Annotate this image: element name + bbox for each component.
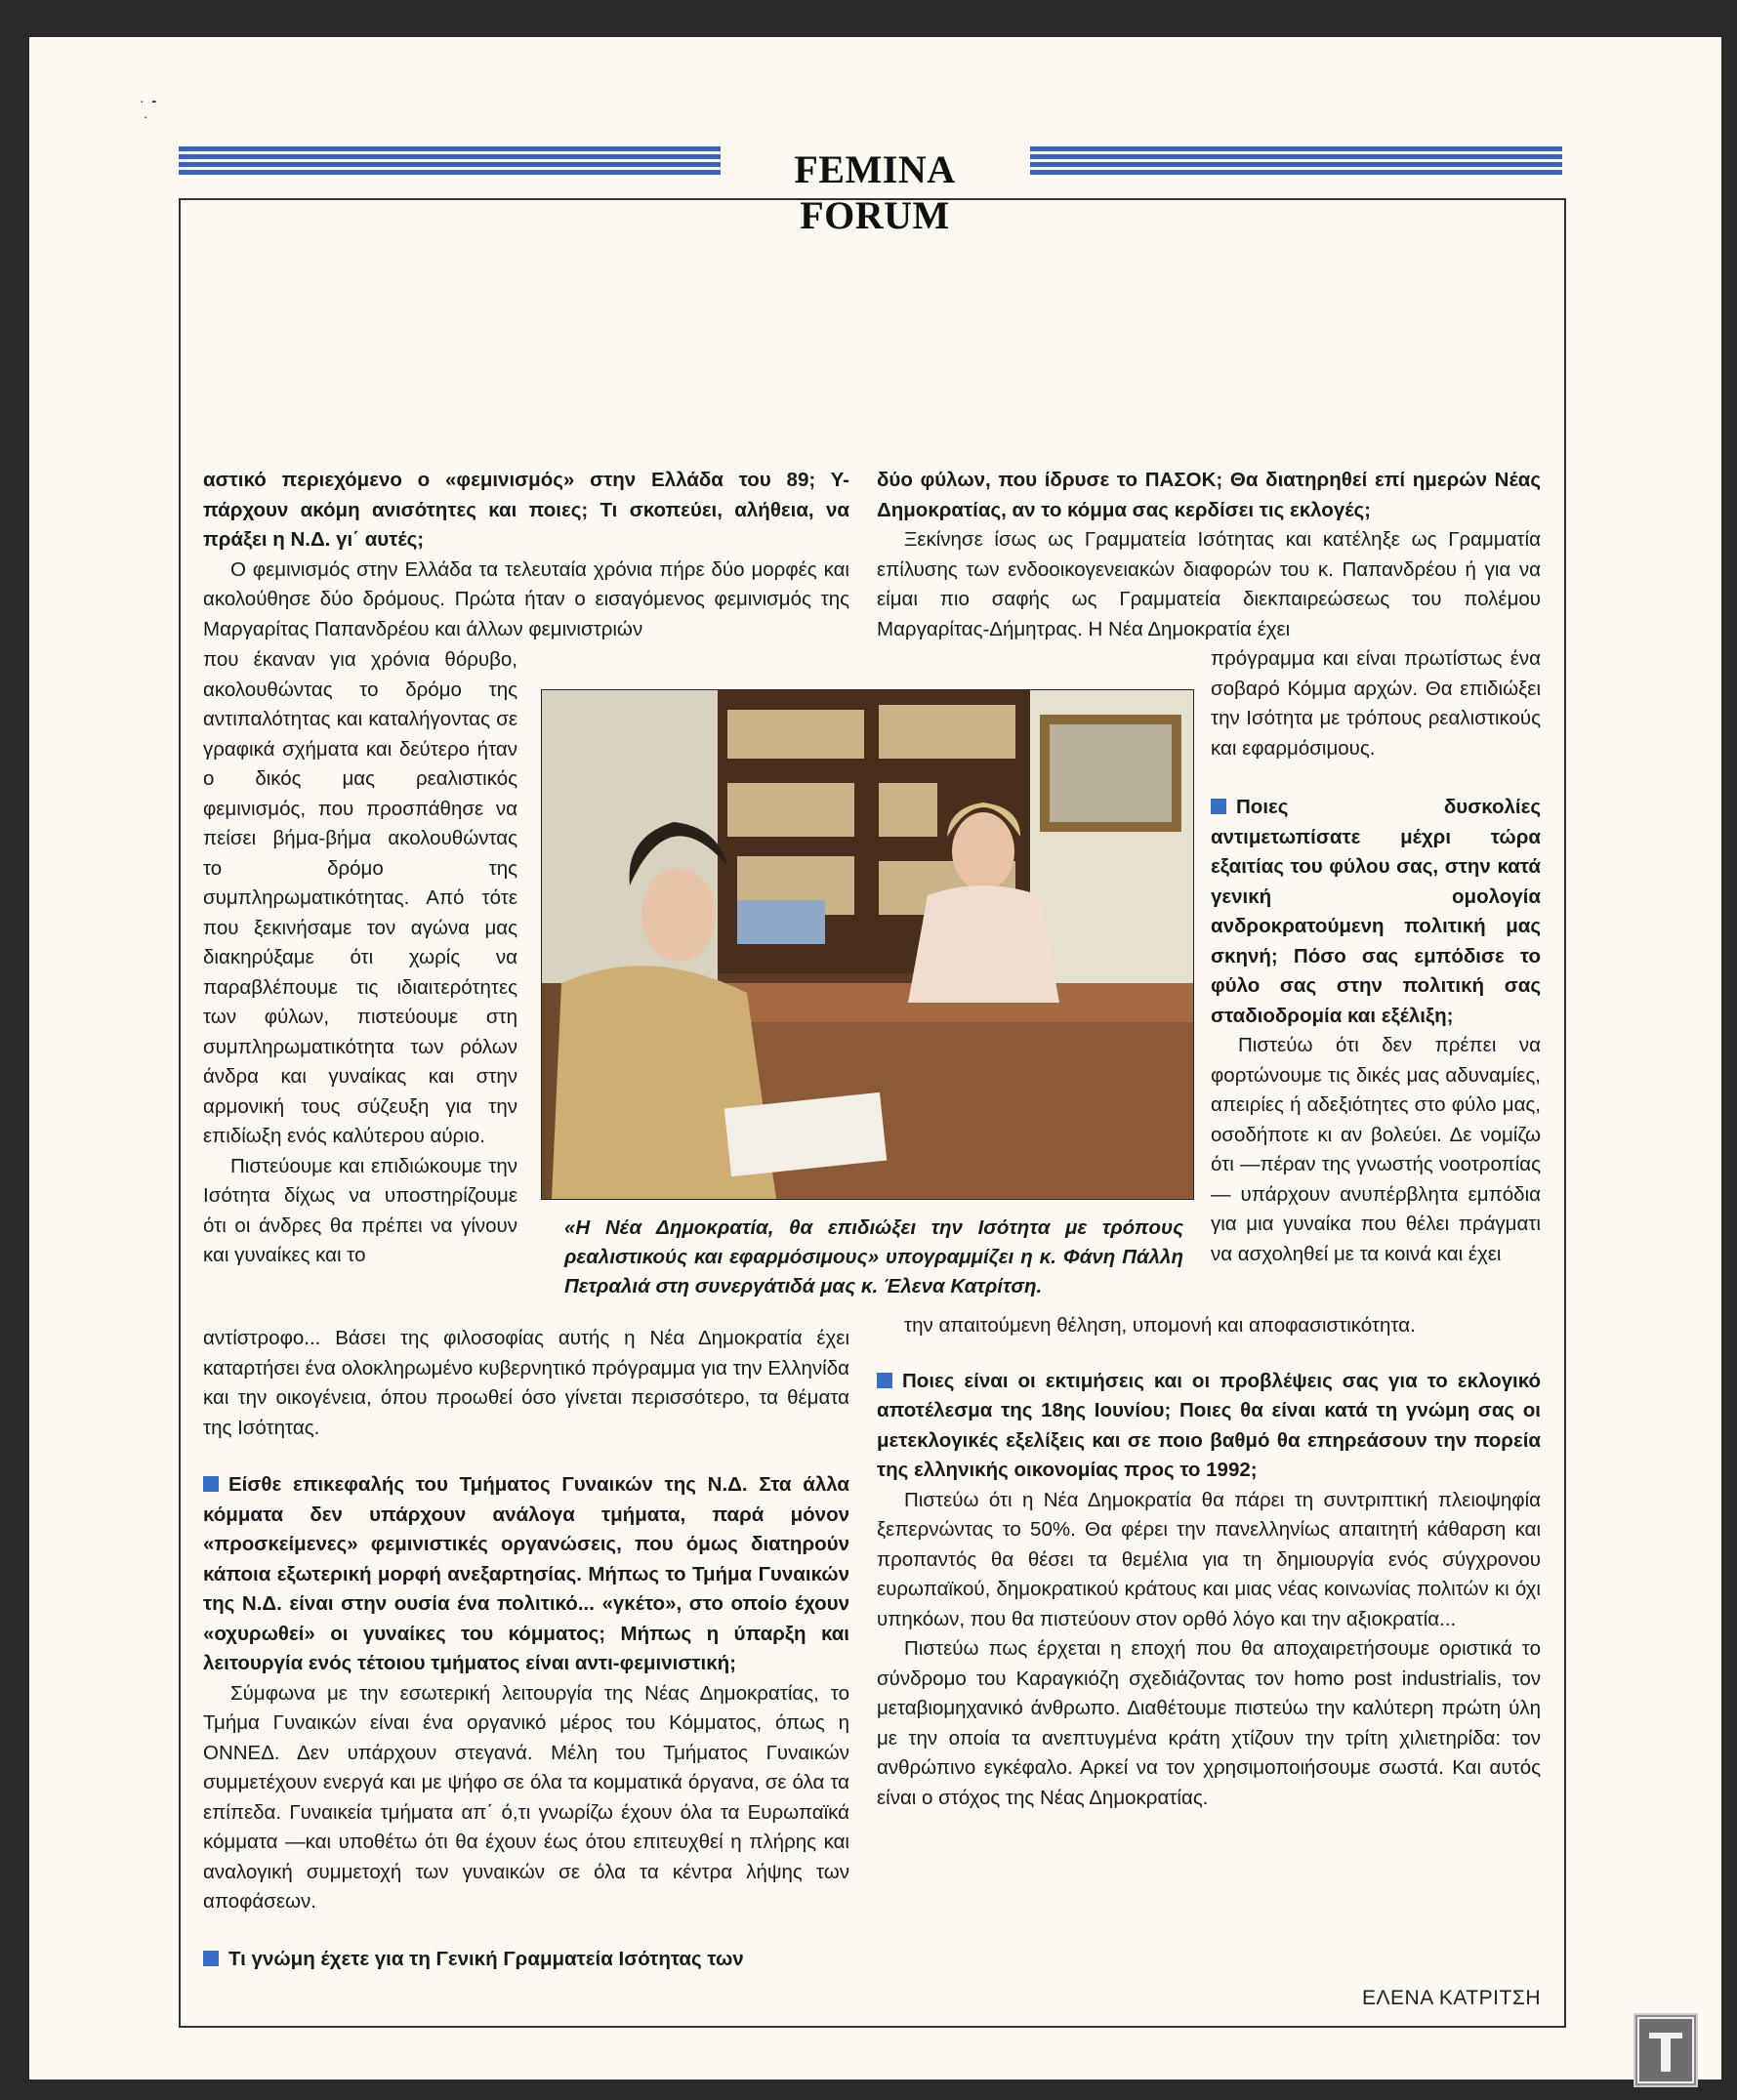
question-1-continued: αστικό περιεχόμενο ο «φεμινισμός» στην Ελλάδα του 89; Υ-πάρχουν ακόμη ανισότητες και ποιες; Τι σκοπεύει, αλήθεια, να πράξει η Ν.Δ. γι΄ αυτές; (203, 469, 849, 551)
answer-3: Ξεκίνησε ίσως ως Γραμματεία Ισότητας και κατέληξε ως Γραμματία επίλυσης των ενδοοικογενειακών διαφορών του κ. Παπανδρέου ή για να είμαι πιο σαφής ως Γραμματεία διεκπαιρεώσεως του πολέμου Μαργαρίτας-Δήμητρας. Η Νέα Δημοκρατία έχει (877, 528, 1541, 640)
section-title: FEMINA FORUM (794, 147, 956, 237)
answer-2: Σύμφωνα με την εσωτερική λειτουργία της Νέας Δημοκρατίας, το Τμήμα Γυναικών είναι ένα οργανικό μέρος του Κόμματος, όπως η ΟΝΝΕΔ. Δεν υπάρχουν στεγανά. Μέλη του Τμήματος Γυναικών συμμετέχουν ενεργά και με ψήφο σε όλα τα κομματικά όργανα, σε όλα τα επίπεδα. Γυναικεία τμήματα απ΄ ό,τι γνωρίζω έχουν όλα τα Ευρωπαϊκά κόμματα —και υποθέτω ότι θα έχουν έως ότου επιτευχθεί η πλήρης και αναλογική συμμετοχή των γυναικών σε όλα τα κέντρα λήψης των αποφάσεων. (203, 1681, 849, 1913)
author-signature: ΕΛΕΝΑ ΚΑΤΡΙΤΣΗ (1362, 1987, 1541, 2009)
right-column-bottom (877, 1311, 1541, 1813)
left-column-narrow (203, 645, 517, 1271)
archive-logo (1634, 2013, 1698, 2087)
left-column-top (203, 466, 849, 644)
answer-5: Πιστεύω ότι η Νέα Δημοκρατία θα πάρει τη συντριπτική πλειοψηφία ξεπερνώντας το 50%. Θα φέρει την πανελληνίως απαιτητή κάθαρση και προπαντός θα θέσει τα θεμέλια για τη δημιουργία ενός σύγχρονου ευρωπαϊκού, δημοκρατικού κράτους και μιας νέας κοινωνίας πολιτών κι όχι υπηκόων, που θα πιστεύουν στον ορθό λόγο και την αξιοκρατία... (877, 1488, 1541, 1630)
question-4: Ποιες δυσκολίες αντιμετωπίσατε μέχρι τώρα εξαιτίας του φύλου σας, στην κατά γενική ομολογία ανδροκρατούμενη πολιτική μας σκηνή; Πόσο σας εμπόδισε το φύλο σας στην πολιτική σας σταδιοδρομία και εξέλιξη; (1211, 796, 1541, 1027)
header-rule-left (179, 146, 721, 176)
header-rule-right (1030, 146, 1562, 176)
question-5: Ποιες είναι οι εκτιμήσεις και οι προβλέψεις σας για το εκλογικό αποτέλεσμα της 18ης Ιουνίου; Ποιες θα είναι κατά τη γνώμη σας οι μετεκλογικές εξελίξεις και σε ποιο βαθμό θα επηρεάσουν την πορεία της ελληνικής οικονομίας προς το 1992; (877, 1369, 1541, 1481)
answer-1-end: αντίστροφο... Βάσει της φιλοσοφίας αυτής η Νέα Δημοκρατία έχει καταρτήσει ένα ολοκληρωμένο κυβερνητικό πρόγραμμα για την Ελληνίδα και την οικογένεια, όπου προωθεί όσο γίνεται περισσότερο, τα θέματα της Ισότητας. (203, 1327, 849, 1439)
right-column-top (877, 466, 1541, 644)
answer-1-start: Ο φεμινισμός στην Ελλάδα τα τελευταία χρόνια πήρε δύο μορφές και ακολούθησε δύο δρόμους. Πρώτα ήταν ο εισαγόμενος φεμινισμός της Μαργαρίτας Παπανδρέου και άλλων φεμινιστριών (203, 557, 849, 640)
answer-6: Πιστεύω πως έρχεται η εποχή που θα αποχαιρετήσουμε οριστικά το σύνδρομο του Καραγκιόζη σχεδιάζοντας τον homo post industrialis, τον μεταβιομηχανικό άνθρωπο. Διαθέτουμε πιστεύω την καλύτερη πρώτη ύλη με την οποία τα ανεπτυγμένα κράτη χτίζουν την τρίτη χιλιετηρίδα: τον ανθρώπινο εγκέφαλο. Αρκεί να τον χρησιμοποιήσουμε σωστά. Και αυτός είναι ο στόχος της Νέας Δημοκρατίας. (877, 1637, 1541, 1809)
bullet-square-icon (877, 1373, 892, 1388)
answer-1-narrow: που έκαναν για χρόνια θόρυβο, ακολουθώντας το δρόμο της αντιπαλότητας και καταλήγοντας σε γραφικά σχήματα και δεύτερο ήταν ο δικός μας ρεαλιστικός φεμινισμός, που προσπάθησε να πείσει βήμα-βήμα ακολουθώντας το δρόμο της συμπληρωματικότητας. Από τότε που ξεκινήσαμε τον αγώνα μας διακηρύξαμε ότι χωρίς να παραβλέπουμε τις ιδιαιτερότητες των φύλων, πιστεύουμε στη συμπληρωματικότητα των ρόλων άνδρα και γυναίκας και στην αρμονική τους σύζευξη για την επιδίωξη ενός καλύτερου αύριο. (203, 648, 517, 1147)
photo-caption: «Η Νέα Δημοκρατία, θα επιδιώξει την Ισότητα με τρόπους ρεαλιστικούς και εφαρμόσιμους» υπογραμμίζει η κ. Φάνη Πάλλη Πετραλιά στη συνεργάτιδά μας κ. Έλενα Κατρίτση. (564, 1216, 1183, 1297)
bullet-square-icon (1211, 799, 1226, 814)
archive-stamp-icon (1635, 2015, 1696, 2085)
answer-4: Πιστεύω ότι δεν πρέπει να φορτώνουμε τις δικές μας αδυναμίες, απειρίες ή αδεξιότητες στο φύλο μας, οσοδήποτε κι αν βολεύει. Δε νομίζω ότι —πέραν της γνωστής νοοτροπίας— υπάρχουν ανυπέρβλητα εμπόδια για μια γυναίκα που θέλει πράγματι να ασχοληθεί με τα κοινά και έχει (1211, 1034, 1541, 1265)
margin-marks: · - · (140, 93, 157, 124)
question-3: Τι γνώμη έχετε για τη Γενική Γραμματεία Ισότητας των (203, 1945, 849, 1975)
question-2: Είσθε επικεφαλής του Τμήματος Γυναικών της Ν.Δ. Στα άλλα κόμματα δεν υπάρχουν ανάλογα τμήματα, παρά μόνον «προσκείμενες» φεμινιστικές οργανώσεις, που όμως διατηρούν κάποια εξωτερική μορφή ανεξαρτησίας. Μήπως το Τμήμα Γυναικών της Ν.Δ. είναι στην ουσία ένα πολιτικό... «γκέτο», στο οποίο έχουν «οχυρωθεί» οι γυναίκες του κόμματος; Μήπως η ύπαρξη και λειτουργία ενός τέτοιου τμήματος είναι αντι-φεμινιστική; (203, 1473, 849, 1674)
right-column-narrow (1211, 644, 1541, 1269)
office-scene-image (542, 690, 1193, 1199)
question-3-continued: δύο φύλων, που ίδρυσε το ΠΑΣΟΚ; Θα διατηρηθεί επί ημερών Νέας Δημοκρατίας, αν το κόμμα σας κερδίσει τις εκλογές; (877, 469, 1541, 521)
bullet-square-icon (203, 1951, 219, 1966)
answer-3-end: πρόγραμμα και είναι πρωτίστως ένα σοβαρό Κόμμα αρχών. Θα επιδιώξει την Ισότητα με τρόπους ρεαλιστικούς και εφαρμόσιμους. (1211, 647, 1541, 760)
interview-photo (541, 689, 1194, 1200)
left-column-bottom (203, 1324, 849, 1974)
answer-1-narrow-2: Πιστεύουμε και επιδιώκουμε την Ισότητα δίχως να υποστηρίζουμε ότι οι άνδρες θα πρέπει να γίνουν και γυναίκες και το (203, 1154, 517, 1266)
answer-4-end: την απαιτούμενη θέληση, υπομονή και αποφασιστικότητα. (904, 1314, 1416, 1337)
bullet-square-icon (203, 1476, 219, 1492)
